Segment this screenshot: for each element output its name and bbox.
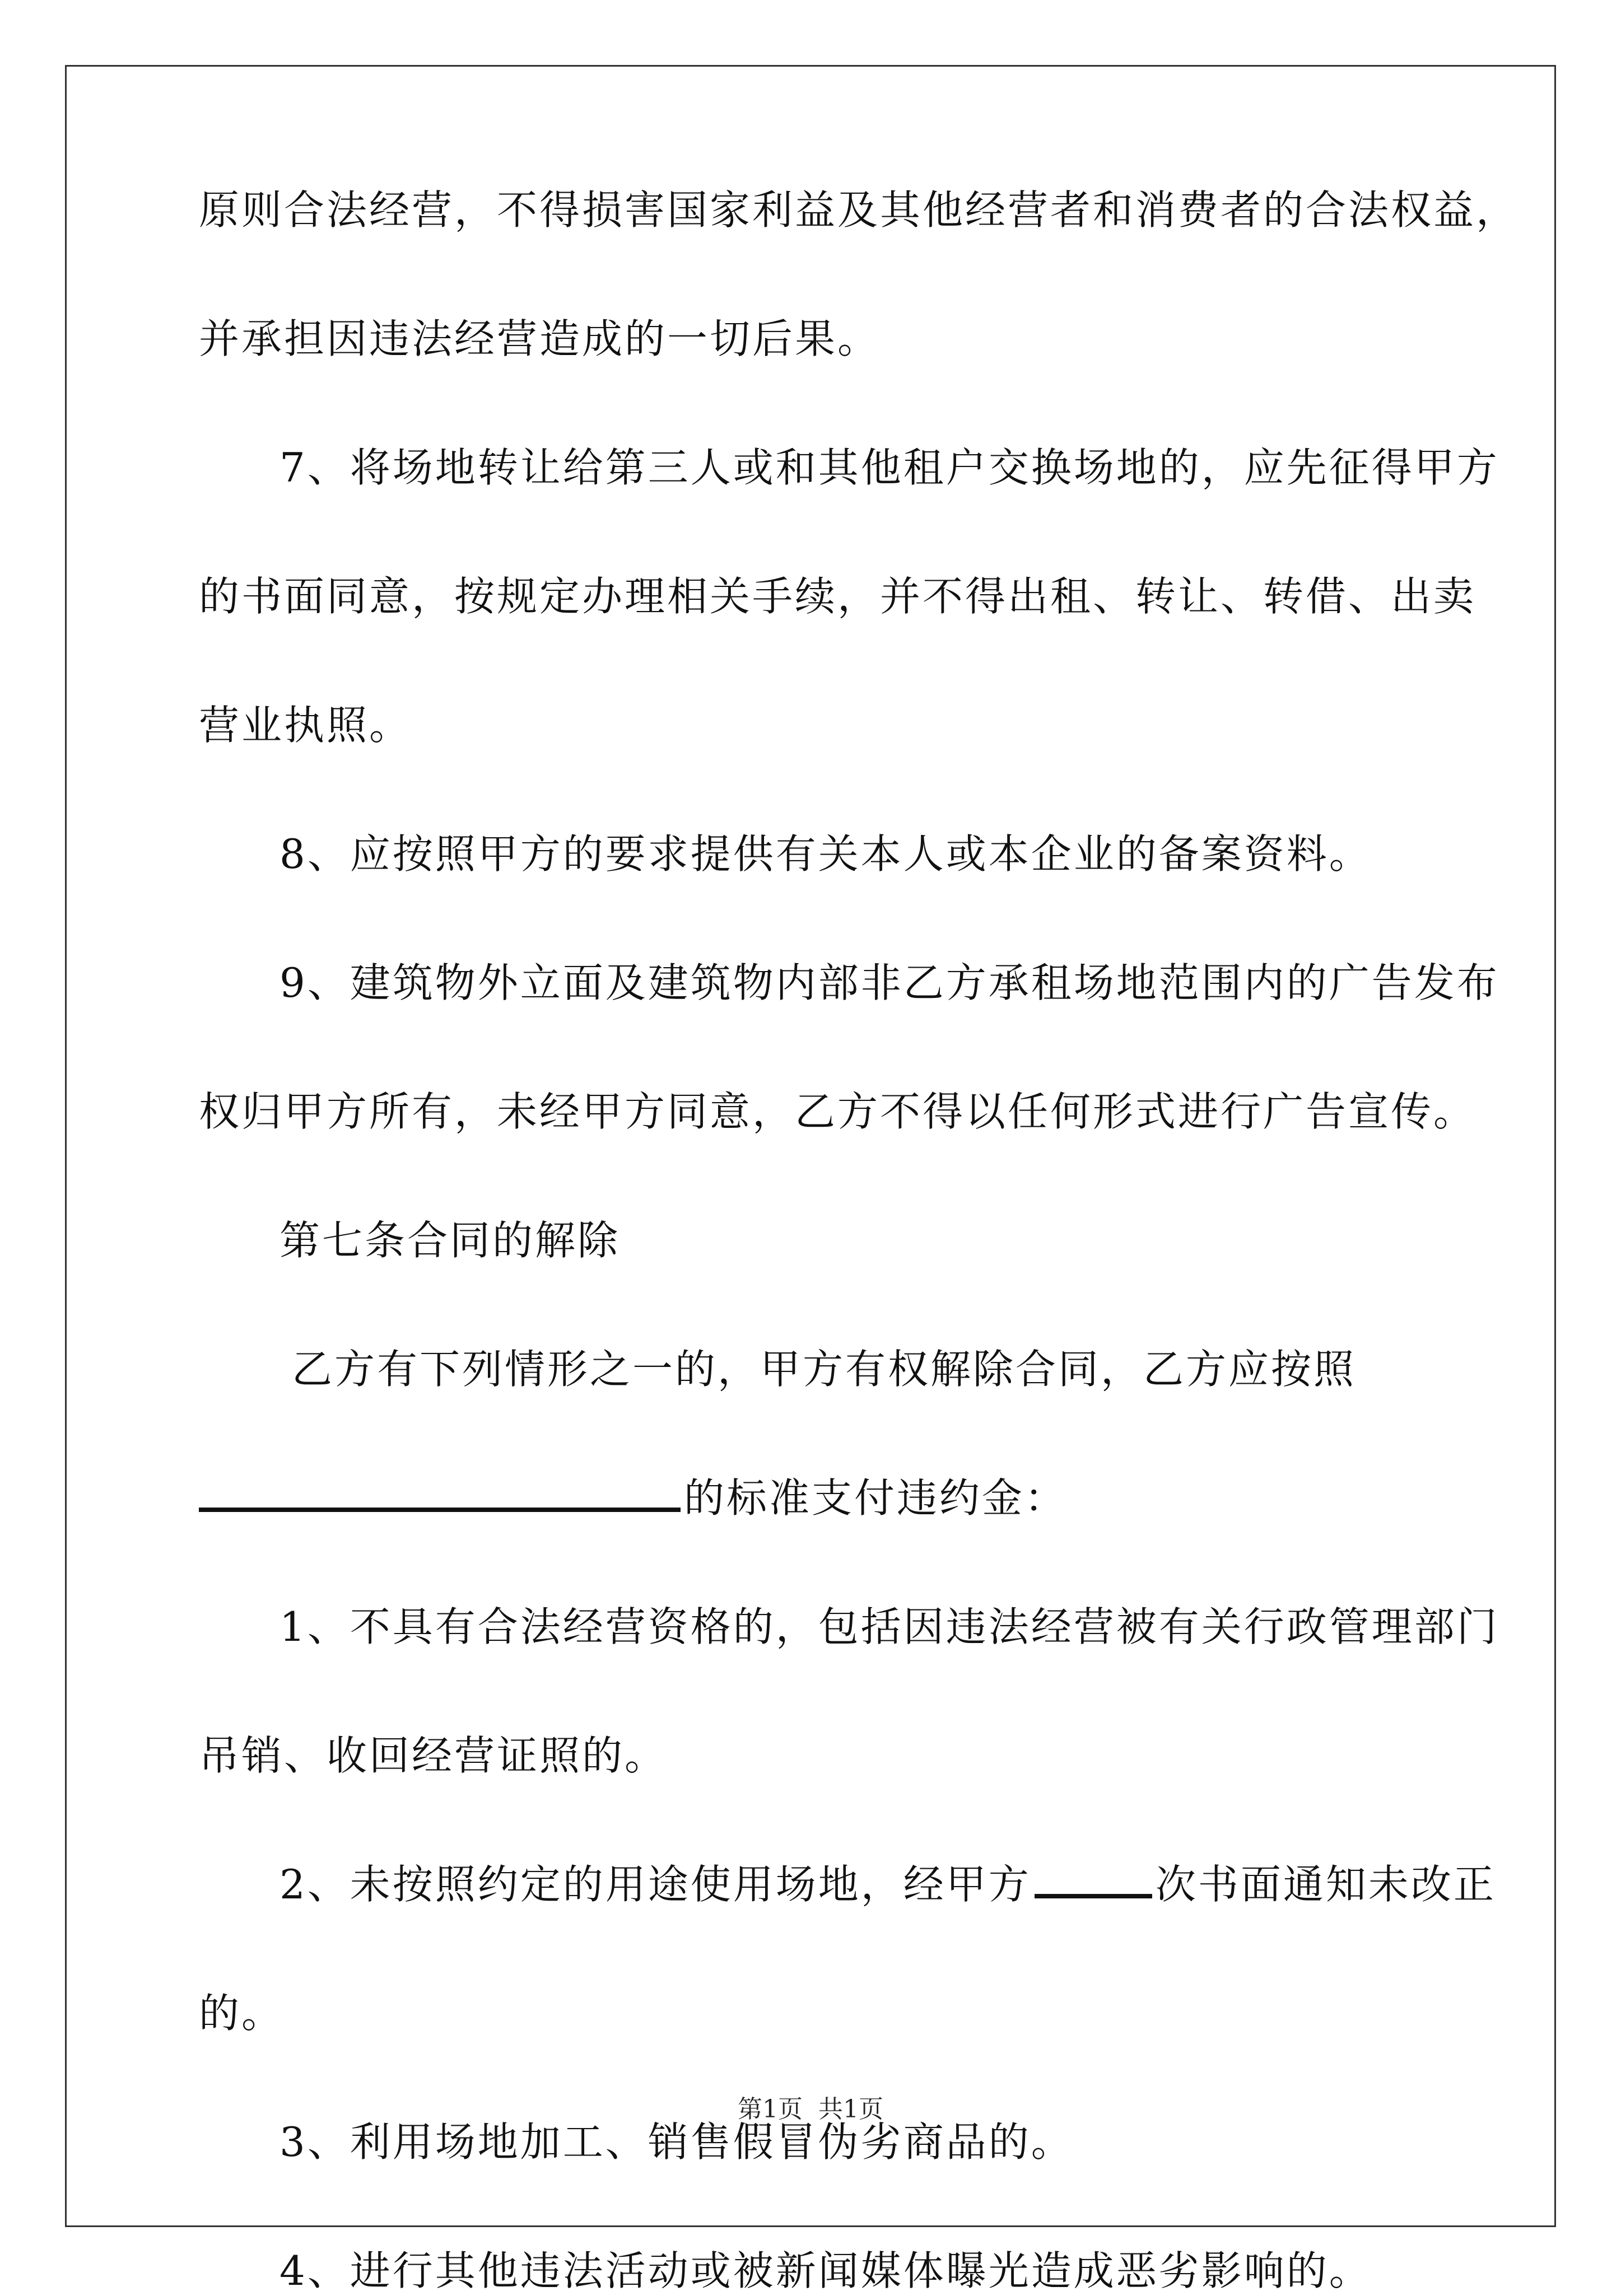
page-number: 第1页 <box>738 2095 803 2124</box>
text-line: 吊销、收回经营证照的。 <box>199 1732 668 1779</box>
text-line <box>199 1473 1067 1523</box>
text-line: 原则合法经营，不得损害国家利益及其他经营者和消费者的合法权益， <box>199 186 1519 234</box>
section-heading: 第七条合同的解除 <box>280 1217 621 1264</box>
item-3-line: 3、利用场地加工、销售假冒伪劣商品的。 <box>280 2118 1074 2166</box>
fill-in-blank[interactable] <box>1035 1860 1152 1898</box>
text-segment: 次书面通知未改正 <box>1155 1861 1496 1908</box>
page-total: 共1页 <box>818 2095 883 2124</box>
item-1-line: 1、不具有合法经营资格的，包括因违法经营被有关行政管理部门 <box>280 1603 1499 1650</box>
item-2-line <box>280 1859 1496 1910</box>
clause-9-line: 9、建筑物外立面及建筑物内部非乙方承租场地范围内的广告发布 <box>280 959 1499 1006</box>
text-line: 的书面同意，按规定办理相关手续，并不得出租、转让、转借、出卖 <box>199 573 1476 620</box>
clause-8-line: 8、应按照甲方的要求提供有关本人或本企业的备案资料。 <box>280 830 1372 878</box>
text-line: 并承担因违法经营造成的一切后果。 <box>199 315 881 362</box>
text-line: 的。 <box>199 1990 285 2037</box>
text-segment: 的标准支付违约金： <box>684 1474 1068 1522</box>
text-line: 权归甲方所有，未经甲方同意，乙方不得以任何形式进行广告宣传。 <box>199 1088 1476 1135</box>
text-line: 营业执照。 <box>199 702 412 749</box>
item-4-line: 4、进行其他违法活动或被新闻媒体曝光造成恶劣影响的。 <box>280 2247 1372 2294</box>
termination-intro-line: 乙方有下列情形之一的，甲方有权解除合同，乙方应按照 <box>292 1346 1357 1393</box>
text-segment: 2、未按照约定的用途使用场地，经甲方 <box>280 1861 1031 1908</box>
page-footer <box>0 2089 1621 2125</box>
clause-7-line: 7、将场地转让给第三人或和其他租户交换场地的，应先征得甲方 <box>280 444 1499 491</box>
fill-in-blank[interactable] <box>199 1474 681 1512</box>
